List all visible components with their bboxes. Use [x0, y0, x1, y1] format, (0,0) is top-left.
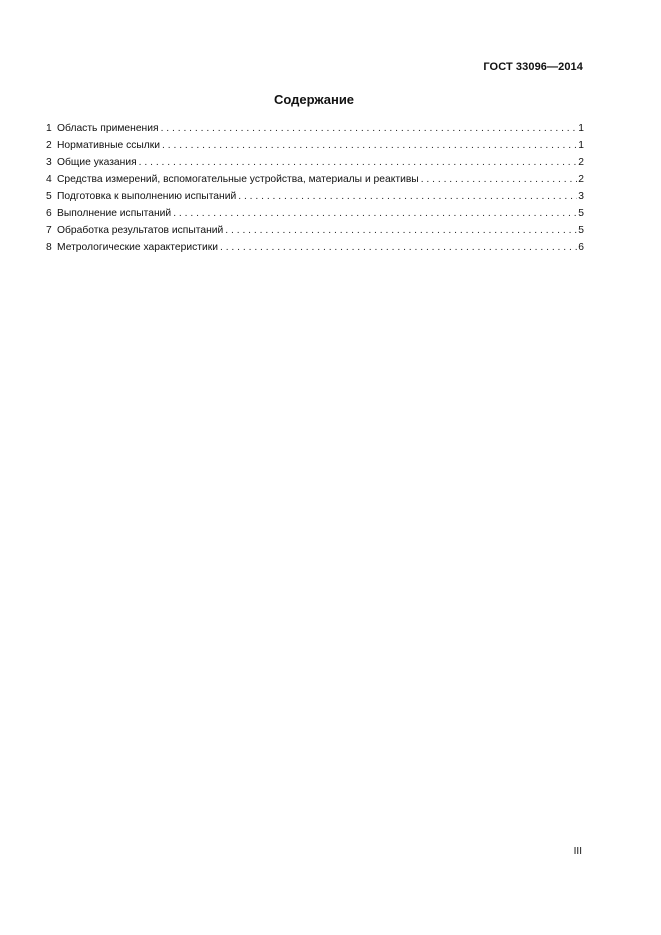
toc-entry-page: 6 [578, 242, 584, 253]
toc-entry-5[interactable] [46, 188, 584, 205]
toc-entry-title: Выполнение испытаний [57, 208, 172, 219]
toc-dot-leader [421, 171, 578, 188]
toc-entry-title: Общие указания [57, 157, 137, 168]
toc-entry-page: 1 [578, 123, 584, 134]
toc-entry-3[interactable] [46, 154, 584, 171]
toc-dot-leader [161, 120, 578, 137]
toc-entry-1[interactable] [46, 120, 584, 137]
toc-entry-number: 7 [46, 225, 52, 236]
toc-dot-leader [173, 205, 577, 222]
toc-dot-leader [139, 154, 578, 171]
toc-entry-title: Нормативные ссылки [57, 140, 161, 151]
toc-dot-leader [225, 222, 577, 239]
toc-entry-title: Обработка результатов испытаний [57, 225, 224, 236]
toc-entry-page: 3 [578, 191, 584, 202]
toc-entry-number: 1 [46, 123, 52, 134]
toc-dot-leader [162, 137, 577, 154]
toc-entry-page: 1 [578, 140, 584, 151]
toc-entry-title: Метрологические характеристики [57, 242, 218, 253]
toc-entry-number: 6 [46, 208, 52, 219]
toc-entry-title: Подготовка к выполнению испытаний [57, 191, 237, 202]
toc-entry-number: 2 [46, 140, 52, 151]
toc-entry-number: 5 [46, 191, 52, 202]
toc-entry-number: 4 [46, 174, 52, 185]
toc-entry-2[interactable] [46, 137, 584, 154]
toc-entry-number: 8 [46, 242, 52, 253]
toc-entry-title: Средства измерений, вспомогательные устройства, материалы и реактивы [57, 174, 419, 185]
toc-entry-7[interactable] [46, 222, 584, 239]
toc-entry-page: 2 [578, 157, 584, 168]
toc-entry-page: 2 [578, 174, 584, 185]
toc-dot-leader [220, 239, 577, 256]
table-of-contents [46, 120, 584, 256]
toc-entry-8[interactable] [46, 239, 584, 256]
document-standard-code: ГОСТ 33096—2014 [483, 61, 583, 73]
toc-entry-page: 5 [578, 225, 584, 236]
toc-title: Содержание [273, 92, 355, 107]
toc-entry-page: 5 [578, 208, 584, 219]
toc-entry-4[interactable] [46, 171, 584, 188]
page-number: III [573, 846, 582, 857]
toc-entry-number: 3 [46, 157, 52, 168]
toc-entry-6[interactable] [46, 205, 584, 222]
toc-dot-leader [238, 188, 577, 205]
toc-entry-title: Область применения [57, 123, 159, 134]
